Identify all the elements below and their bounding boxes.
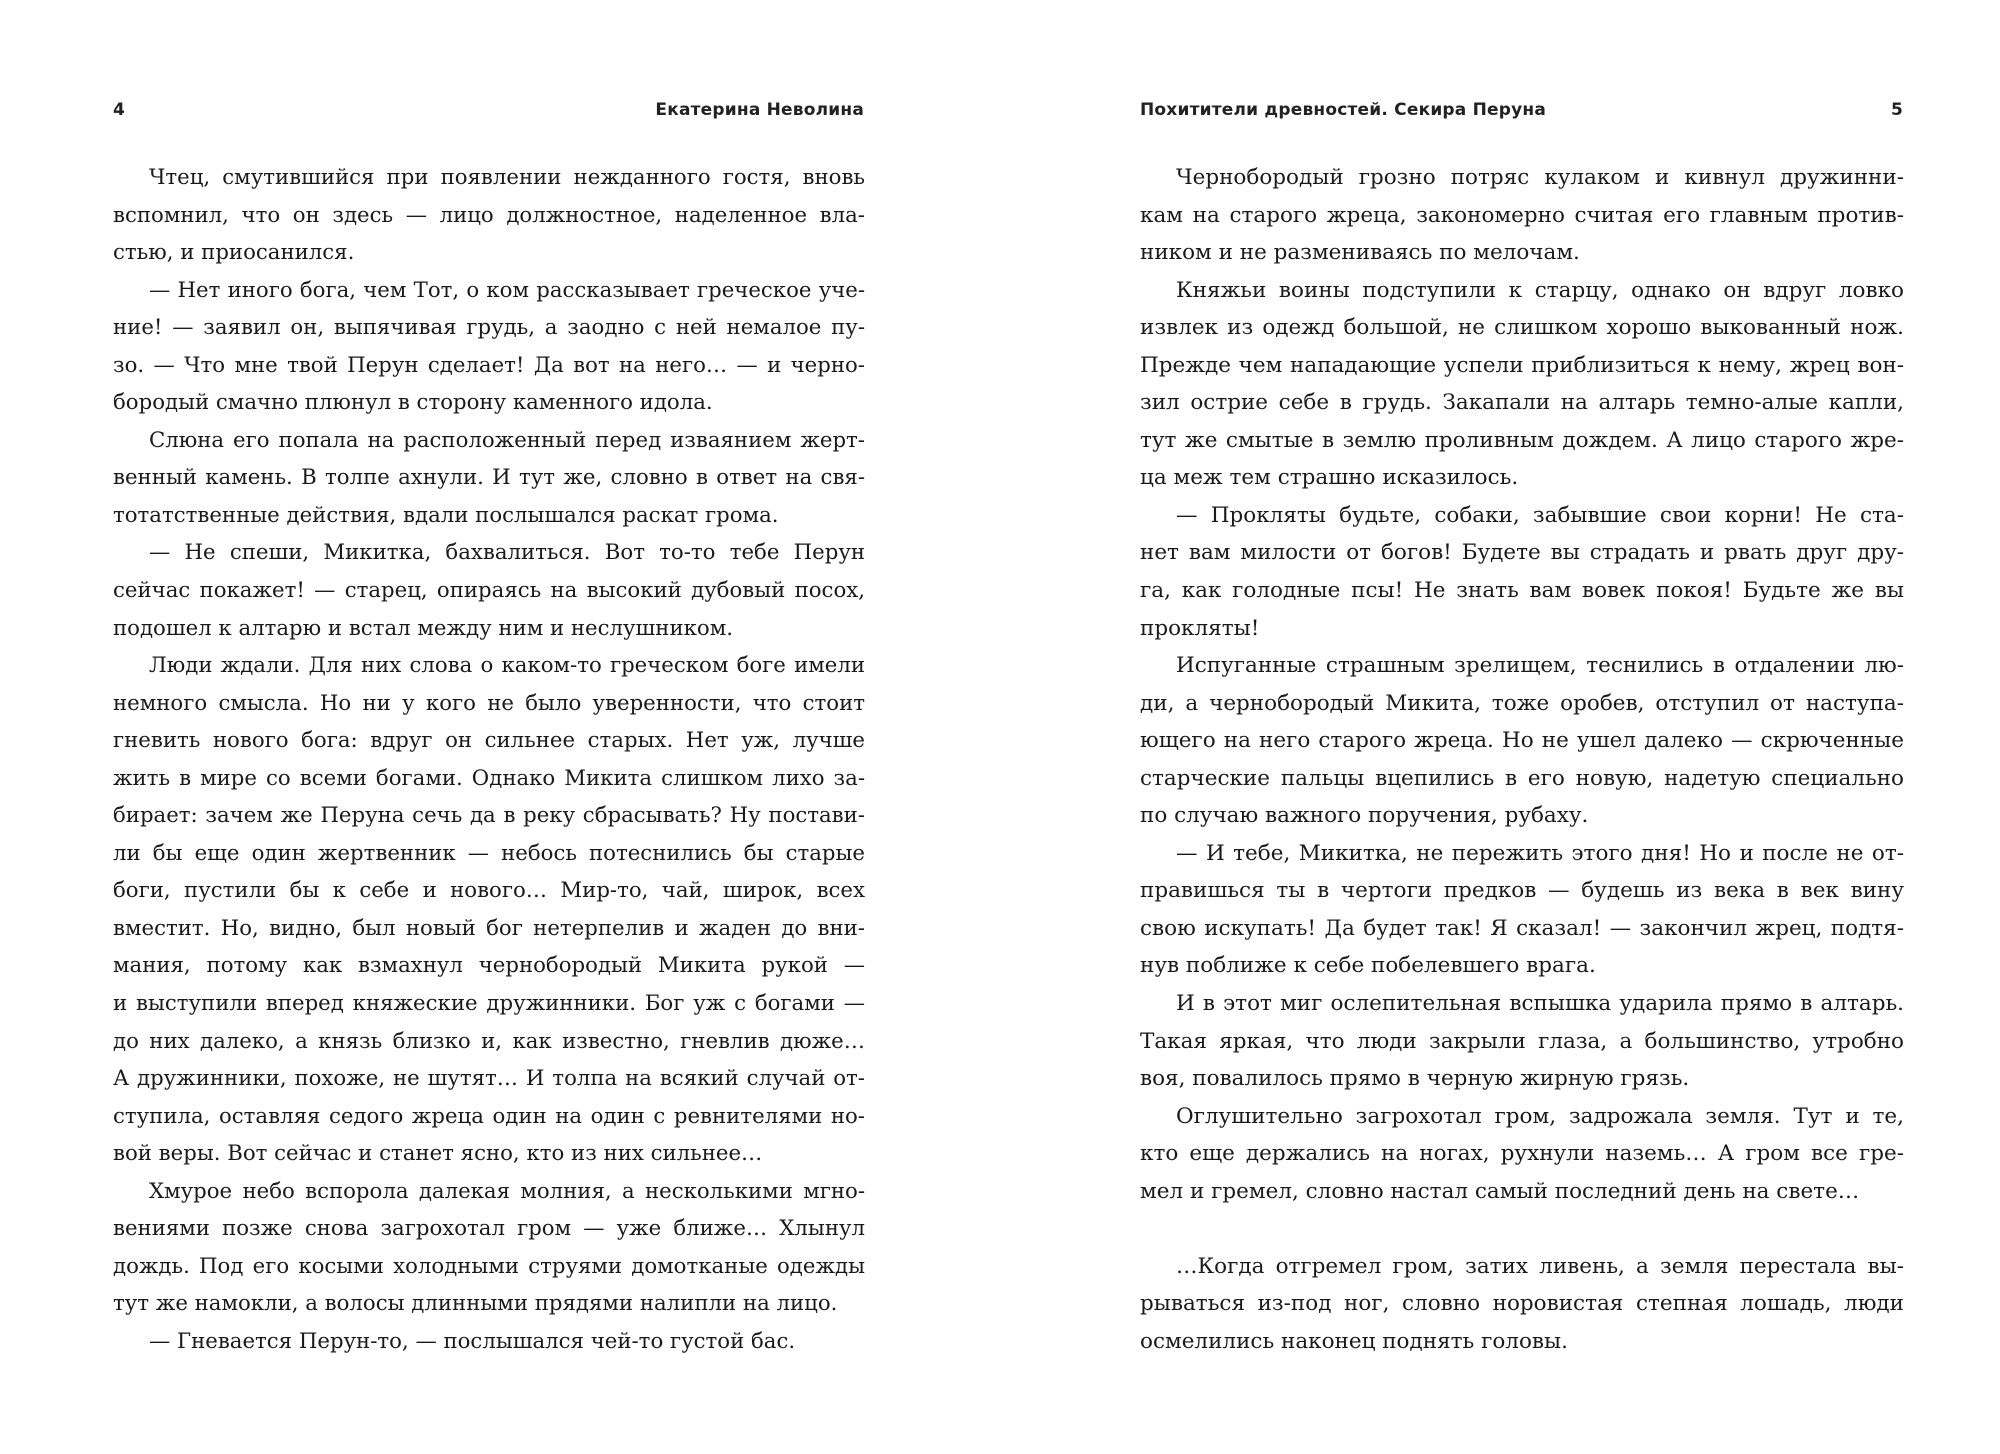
text-line: Княжьи воины подступили к старцу, однако он вдруг ловко <box>1176 277 1904 303</box>
text-line: Слюна его попала на расположенный перед изваянием жерт- <box>149 427 865 453</box>
text-line: свою искупать! Да будет так! Я сказал! — закончил жрец, подтя- <box>1140 915 1904 941</box>
text-line: гневить нового бога: вдруг он сильнее старых. Нет уж, лучше <box>113 728 865 754</box>
text-line: тут же намокли, а волосы длинными прядями налипли на лицо. <box>113 1291 838 1317</box>
text-line: зил острие себе в грудь. Закапали на алтарь темно-алые капли, <box>1140 390 1904 416</box>
right-page <box>1000 0 2000 1454</box>
text-line: прокляты! <box>1140 615 1260 641</box>
text-line: Прежде чем нападающие успели приблизиться к нему, жрец вон- <box>1140 352 1904 378</box>
text-line: Чернобородый грозно потряс кулаком и кивнул дружинни- <box>1176 165 1904 190</box>
text-line: Испуганные страшным зрелищем, теснились в отдалении лю- <box>1176 653 1904 679</box>
text-line: осмелились наконец поднять головы. <box>1140 1328 1568 1354</box>
running-head-author: Екатерина Неволина <box>655 100 864 120</box>
text-line: правишься ты в чертоги предков — будешь из века в век вину <box>1140 878 1904 904</box>
text-line: немного смысла. Но ни у кого не было уверенности, что стоит <box>113 690 865 716</box>
text-line: ником и не размениваясь по мелочам. <box>1140 240 1580 266</box>
text-line: вениями позже снова загрохотал гром — уже ближе… Хлынул <box>113 1216 865 1242</box>
text-line: извлек из одежд большой, не слишком хорошо выкованный нож. <box>1140 315 1904 341</box>
text-line: нет вам милости от богов! Будете вы страдать и рвать друг дру- <box>1140 540 1904 566</box>
text-line: и выступили вперед княжеские дружинники. Бог уж с богами — <box>113 991 865 1017</box>
text-line: Такая яркая, что люди закрыли глаза, а большинство, утробно <box>1140 1028 1904 1054</box>
text-line: ние! — заявил он, выпячивая грудь, а заодно с ней немалое пу- <box>113 315 865 341</box>
text-line: И в этот миг ослепительная вспышка ударила прямо в алтарь. <box>1176 991 1904 1017</box>
text-line: ющего на него старого жреца. Но не ушел далеко — скрюченные <box>1140 728 1904 754</box>
text-line: кам на старого жреца, закономерно считая его главным против- <box>1140 202 1904 228</box>
text-line: боги, пустили бы к себе и нового… Мир-то, чай, широк, всех <box>113 878 865 904</box>
text-line: ди, а чернобородый Микита, тоже оробев, отступил от наступа- <box>1140 690 1904 716</box>
text-line: мания, потому как взмахнул чернобородый Микита рукой — <box>113 953 865 979</box>
text-line: рываться из-под ног, словно норовистая степная лошадь, люди <box>1140 1291 1904 1317</box>
text-line: подошел к алтарю и встал между ним и неслушником. <box>113 615 733 641</box>
page-number: 5 <box>1890 100 1903 120</box>
text-line: дождь. Под его косыми холодными струями домотканые одежды <box>113 1253 865 1279</box>
text-line: венный камень. В толпе ахнули. И тут же, словно в ответ на свя- <box>113 465 865 491</box>
text-line: — Не спеши, Микитка, бахвалиться. Вот то-то тебе Перун <box>149 540 865 566</box>
text-line: жить в мире со всеми богами. Однако Микита слишком лихо за- <box>113 765 865 791</box>
section-break <box>1140 1210 1904 1248</box>
text-line: стью, и приосанился. <box>113 240 355 266</box>
text-line: га, как голодные псы! Не знать вам вовек покоя! Будьте же вы <box>1140 578 1904 604</box>
text-line: старческие пальцы вцепились в его новую, надетую специально <box>1140 765 1904 791</box>
text-line: — Гневается Перун-то, — послышался чей-то густой бас. <box>149 1328 796 1354</box>
text-line: тотатственные действия, вдали послышался раскат грома. <box>113 502 779 528</box>
text-line: …Когда отгремел гром, затих ливень, а земля перестала вы- <box>1176 1253 1904 1279</box>
text-line: А дружинники, похоже, не шутят… И толпа на всякий случай от- <box>113 1066 865 1092</box>
text-line: по случаю важного поручения, рубаху. <box>1140 803 1589 829</box>
text-line: — Нет иного бога, чем Тот, о ком рассказывает греческое уче- <box>149 277 865 303</box>
text-line: вместит. Но, видно, был новый бог нетерпелив и жаден до вни- <box>113 915 865 941</box>
text-line: вспомнил, что он здесь — лицо должностное, наделенное вла- <box>113 202 865 228</box>
text-line: ли бы еще один жертвенник — небось потеснились бы старые <box>113 840 865 866</box>
text-line: до них далеко, а князь близко и, как известно, гневлив дюже… <box>113 1028 865 1054</box>
text-line: ступила, оставляя седого жреца один на один с ревнителями но- <box>113 1103 865 1129</box>
text-line: бородый смачно плюнул в сторону каменного идола. <box>113 390 713 416</box>
text-line: Люди ждали. Для них слова о каком-то греческом боге имели <box>149 653 865 679</box>
text-line: ца меж тем страшно исказилось. <box>1140 465 1519 491</box>
text-line: бирает: зачем же Перуна сечь да в реку сбрасывать? Ну постави- <box>113 803 865 829</box>
text-line: нув поближе к себе побелевшего врага. <box>1140 953 1596 979</box>
text-line: мел и гремел, словно настал самый последний день на свете… <box>1140 1178 1860 1204</box>
text-line: воя, повалилось прямо в черную жирную грязь. <box>1140 1066 1690 1092</box>
text-line: сейчас покажет! — старец, опираясь на высокий дубовый посох, <box>113 578 865 604</box>
text-line: Чтец, смутившийся при появлении нежданного гостя, вновь <box>149 165 865 190</box>
text-line: — Прокляты будьте, собаки, забывшие свои корни! Не ста- <box>1176 502 1904 528</box>
page-number: 4 <box>113 100 126 120</box>
text-line: Оглушительно загрохотал гром, задрожала земля. Тут и те, <box>1176 1103 1904 1129</box>
text-line: — И тебе, Микитка, не пережить этого дня! Но и после не от- <box>1176 840 1904 866</box>
text-line: Хмурое небо вспорола далекая молния, а несколькими мгно- <box>149 1178 865 1204</box>
running-head-title: Похитители древностей. Секира Перуна <box>1140 100 1547 120</box>
body-text <box>113 159 865 1361</box>
body-text <box>1140 159 1904 1361</box>
text-line: вой веры. Вот сейчас и станет ясно, кто из них сильнее… <box>113 1141 763 1167</box>
text-line: зо. — Что мне твой Перун сделает! Да вот на него… — и черно- <box>113 352 865 378</box>
text-line: кто еще держались на ногах, рухнули наземь… А гром все гре- <box>1140 1141 1904 1167</box>
text-line: тут же смытые в землю проливным дождем. А лицо старого жре- <box>1140 427 1904 453</box>
